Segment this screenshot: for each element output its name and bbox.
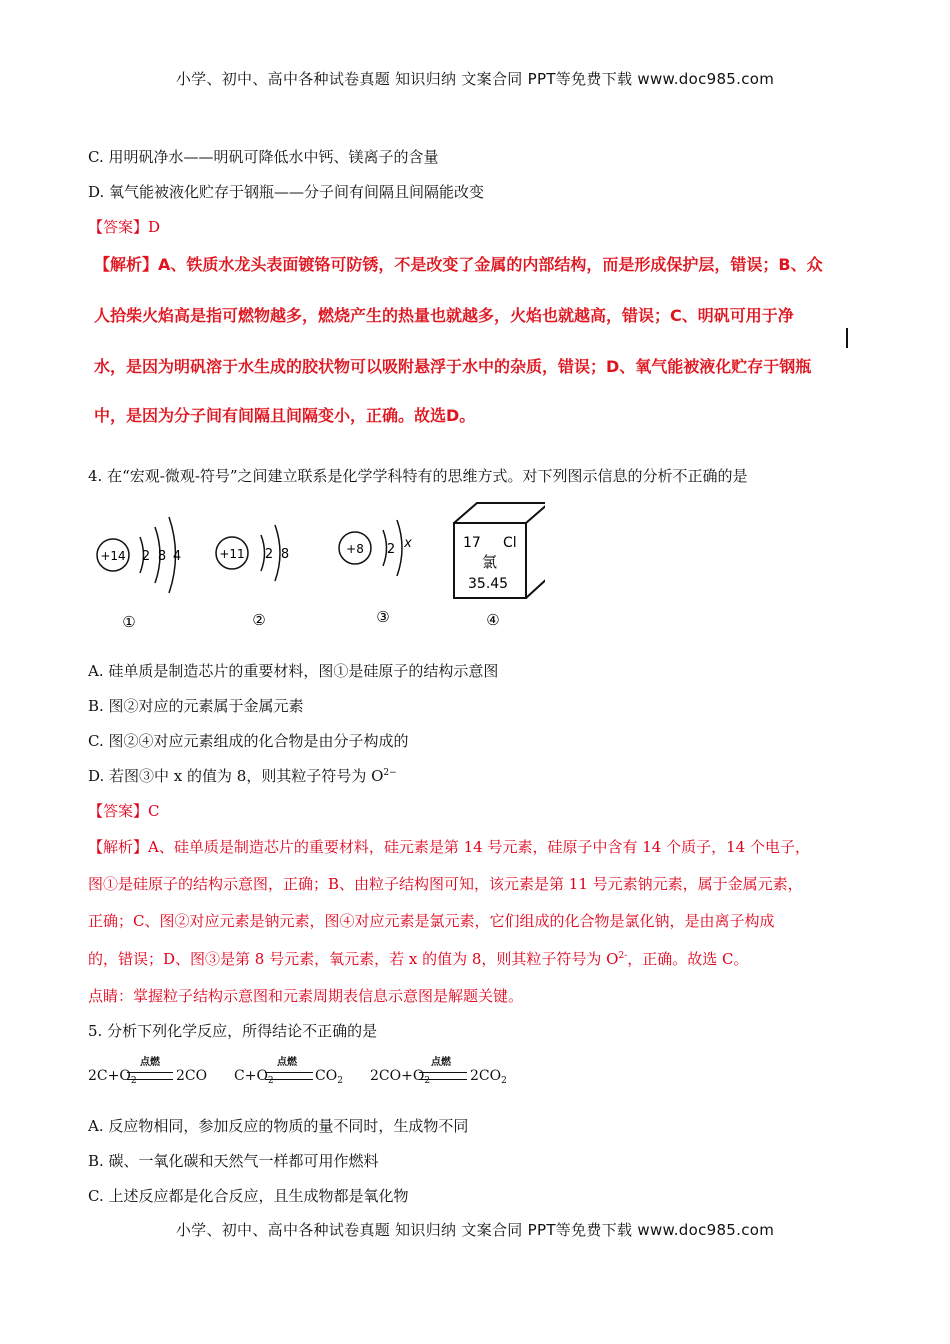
fig3-nucleus: +8 (346, 542, 364, 556)
q3-analysis-line-1: 【解析】A、铁质水龙头表面镀铬可防锈，不是改变了金属的内部结构，而是形成保护层，错误；B、众 (94, 255, 823, 274)
page-footer: 小学、初中、高中各种试卷真题 知识归纳 文案合同 PPT等免费下载 www.doc985.com (175, 1221, 775, 1239)
fig1-shell-1: 2 (141, 549, 151, 564)
q5-eq2-condition: 点燃 (277, 1057, 297, 1068)
q4-figures (85, 495, 545, 635)
q4-answer: 【答案】C (88, 802, 160, 820)
q4-stem: 4. 在“宏观-微观-符号”之间建立联系是化学学科特有的思维方式。对下列图示信息的分析不正确的是 (88, 467, 748, 485)
q5-eq1-product: 2CO (176, 1068, 208, 1084)
q5-eq2-product: $CO_2$ (315, 1068, 343, 1086)
q5-eq1-condition: 点燃 (140, 1057, 160, 1068)
fig2-nucleus: +11 (219, 547, 245, 561)
q4-tip: 点睛：掌握粒子结构示意图和元素周期表信息示意图是解题关键。 (88, 987, 524, 1005)
fig3-shell-1: 2 (386, 542, 396, 557)
q4-analysis-line-4 (88, 948, 749, 969)
q3-option-d: D. 氧气能被液化贮存于钢瓶——分子间有间隔且间隔能改变 (88, 183, 485, 201)
q5-equation-1: $2C+O_2$ (88, 1068, 137, 1086)
fig2-shell-1: 2 (264, 547, 274, 562)
q5-eq3-equals (419, 1072, 467, 1080)
fig3-label: ③ (376, 608, 390, 626)
figure-2-sodium-atom (216, 525, 289, 629)
q4-analysis-line-4a: 的，错误；D、图③是第 8 号元素，氧元素，若 x 的值为 8，则其粒子符号为 O (88, 950, 619, 968)
fig2-shell-2: 8 (280, 547, 290, 562)
q5-eq3-product: $2CO_2$ (470, 1068, 507, 1086)
fig4-number: 17 (463, 535, 481, 551)
q5-eq3-condition: 点燃 (431, 1057, 451, 1068)
figure-3-oxygen-particle (339, 520, 412, 626)
fig2-label: ② (252, 611, 266, 629)
q4-analysis-line-1: 【解析】A、硅单质是制造芯片的重要材料，硅元素是第 14 号元素，硅原子中含有 14 个质子，14 个电子， (88, 838, 810, 856)
q3-answer: 【答案】D (88, 218, 161, 236)
q4-analysis-line-4b: ，正确。故选 C。 (627, 950, 749, 968)
q5-stem: 5. 分析下列化学反应，所得结论不正确的是 (88, 1022, 378, 1040)
q4-analysis-line-3: 正确；C、图②对应元素是钠元素，图④对应元素是氯元素，它们组成的化合物是氯化钠，是由离子构成 (88, 912, 775, 930)
q5-eq2-equals (265, 1072, 313, 1080)
q4-analysis-line-2: 图①是硅原子的结构示意图，正确；B、由粒子结构图可知，该元素是第 11 号元素钠元素，属于金属元素， (88, 875, 803, 893)
q4-option-d (88, 765, 397, 786)
page-header: 小学、初中、高中各种试卷真题 知识归纳 文案合同 PPT等免费下载 www.doc985.com (175, 70, 775, 88)
fig4-label: ④ (486, 611, 500, 629)
fig1-shell-2: 8 (157, 549, 167, 564)
fig4-mass: 35.45 (468, 576, 509, 592)
q4-option-a: A. 硅单质是制造芯片的重要材料，图①是硅原子的结构示意图 (88, 662, 499, 680)
fig3-shell-2: x (404, 536, 412, 551)
q5-option-a: A. 反应物相同，参加反应的物质的量不同时，生成物不同 (88, 1117, 469, 1135)
fig1-nucleus: +14 (100, 549, 126, 563)
q3-analysis-line-3: 水，是因为明矾溶于水生成的胶状物可以吸附悬浮于水中的杂质，错误；D、氧气能被液化贮存于钢瓶 (94, 357, 812, 376)
figure-4-chlorine-cell (454, 503, 545, 629)
q4-analysis-charge: 2- (618, 951, 628, 961)
q4-option-d-text: D. 若图③中 x 的值为 8，则其粒子符号为 O (88, 767, 384, 785)
fig1-shell-3: 4 (172, 549, 182, 564)
q5-equation-3: $2CO+O_2$ (370, 1068, 431, 1086)
q5-eq1-equals (127, 1072, 173, 1080)
q4-option-c: C. 图②④对应元素组成的化合物是由分子构成的 (88, 732, 409, 750)
text-cursor (846, 328, 848, 348)
fig4-symbol: Cl (503, 535, 517, 551)
q4-option-d-charge: 2− (383, 768, 397, 778)
q3-option-c: C. 用明矾净水——明矾可降低水中钙、镁离子的含量 (88, 148, 439, 166)
q4-option-b: B. 图②对应的元素属于金属元素 (88, 697, 304, 715)
figure-1-silicon-atom (97, 517, 181, 631)
fig1-label: ① (122, 613, 136, 631)
q5-equation-2: $C+O_2$ (234, 1068, 274, 1086)
q3-analysis-line-2: 人拾柴火焰高是指可燃物越多，燃烧产生的热量也就越多，火焰也就越高，错误；C、明矾可用于净 (94, 306, 794, 325)
q3-analysis-line-4: 中，是因为分子间有间隔且间隔变小，正确。故选D。 (94, 406, 476, 425)
q5-option-b: B. 碳、一氧化碳和天然气一样都可用作燃料 (88, 1152, 379, 1170)
fig4-name: 氯 (482, 553, 498, 571)
q5-option-c: C. 上述反应都是化合反应，且生成物都是氧化物 (88, 1187, 409, 1205)
